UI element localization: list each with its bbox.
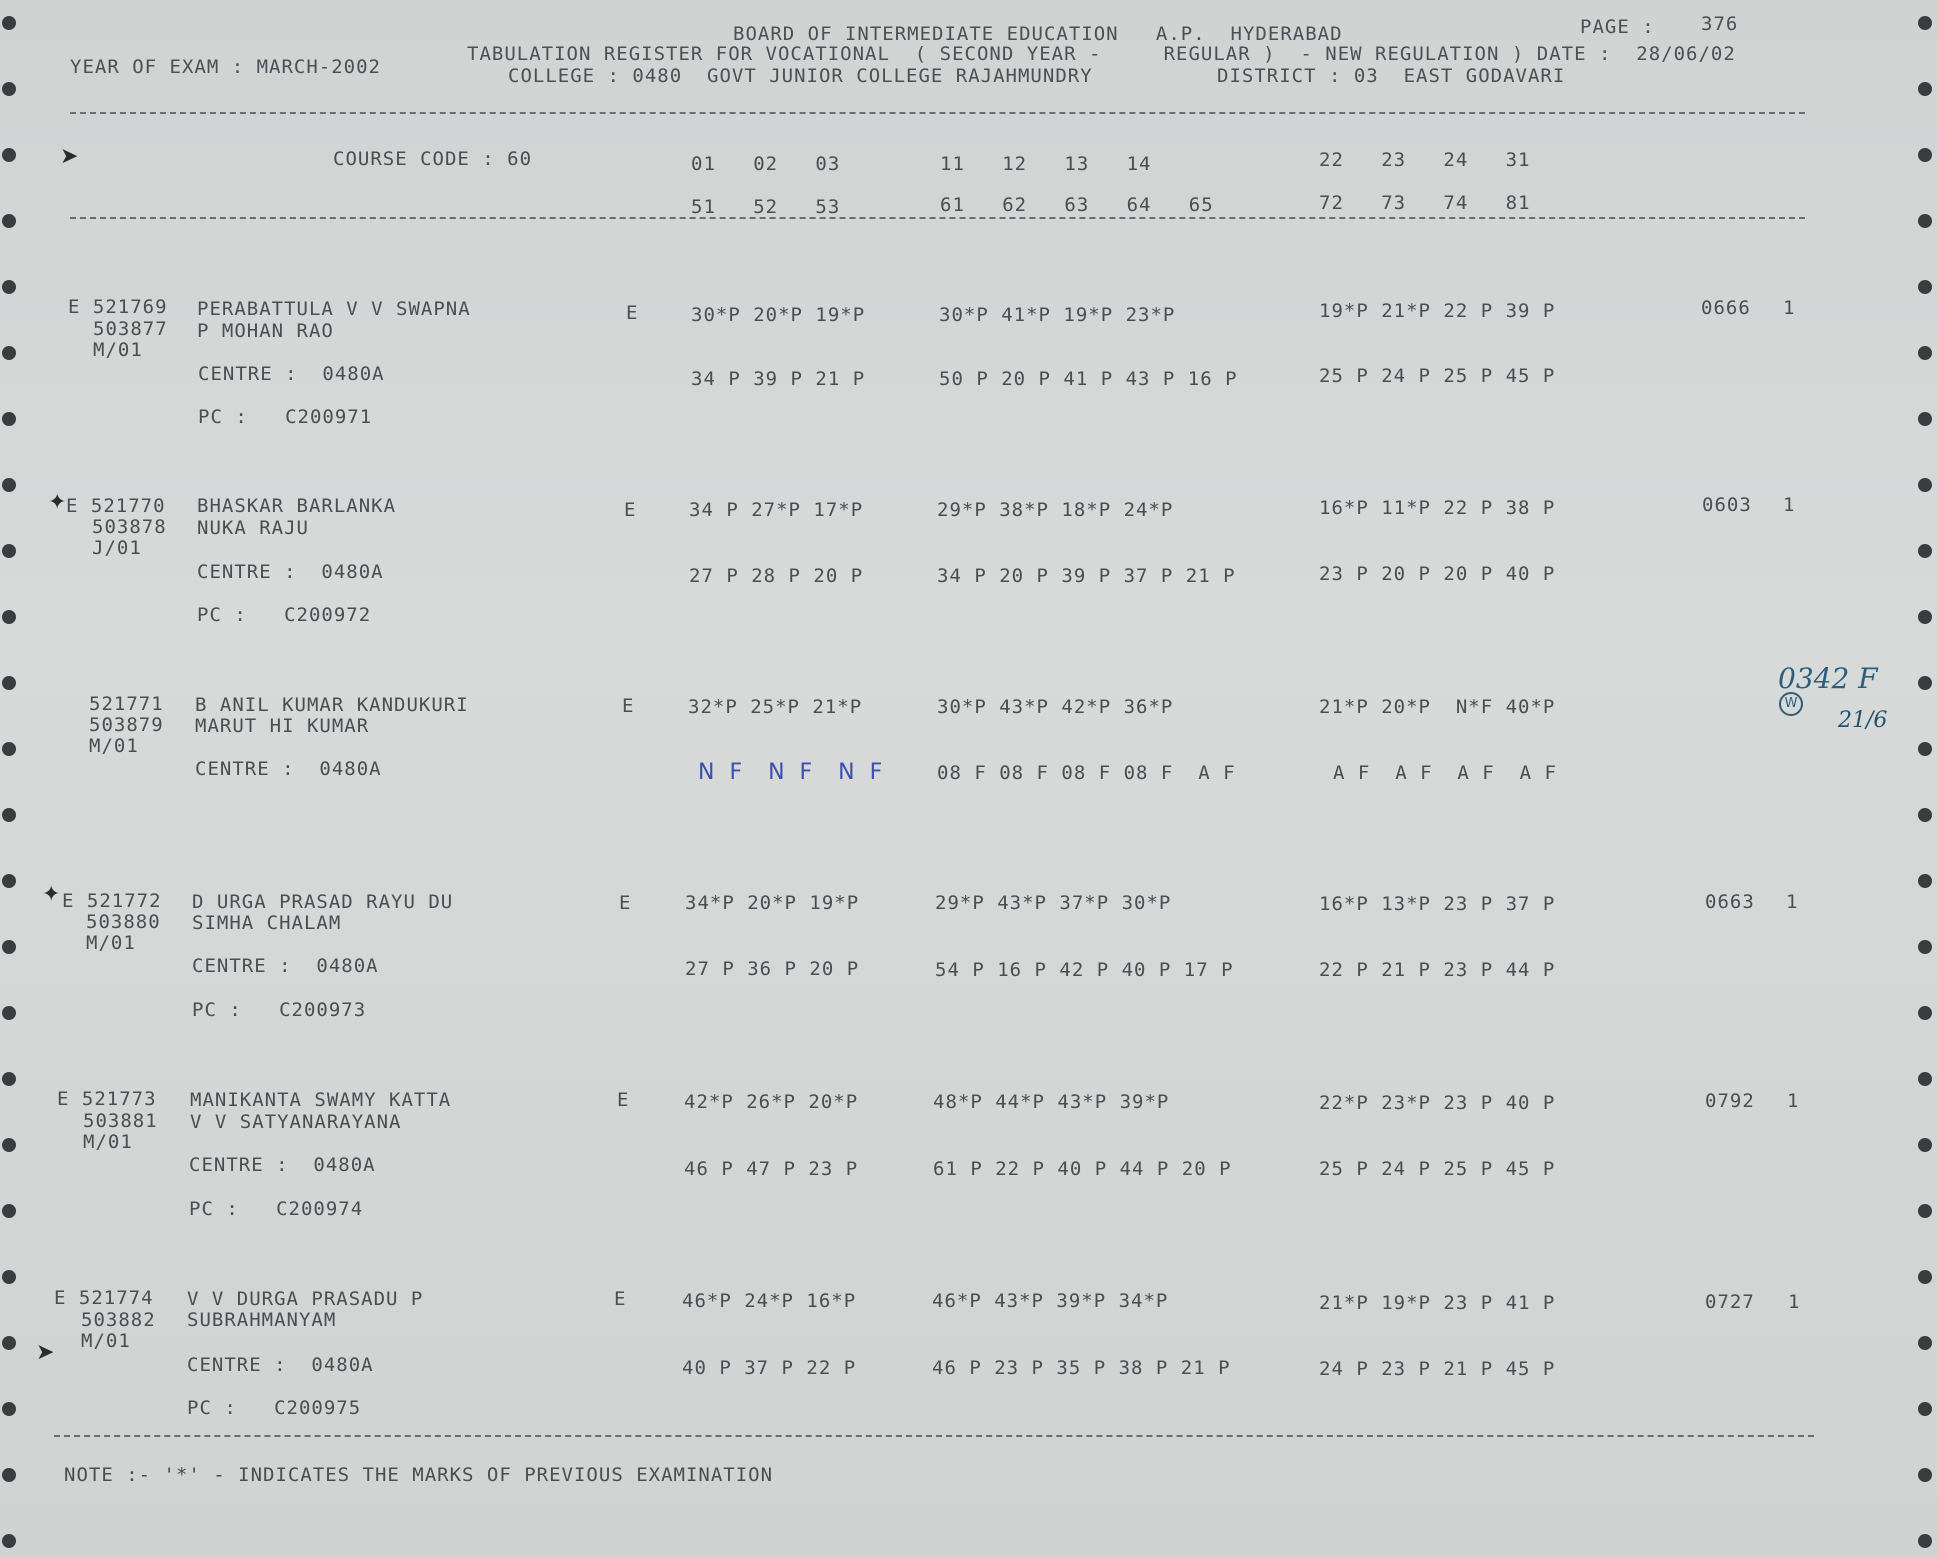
divider-bottom	[54, 1435, 1814, 1437]
marks-2b: 54 P 16 P 42 P 40 P 17 P	[935, 959, 1234, 981]
roll-number: E 521770	[66, 495, 166, 517]
marks-1a: 42*P 26*P 20*P	[684, 1091, 859, 1113]
student-code: 503878	[92, 516, 167, 538]
college-line: COLLEGE : 0480 GOVT JUNIOR COLLEGE RAJAHMUNDRY DISTRICT : 03 EAST GODAVARI	[508, 65, 1566, 87]
medium: E	[614, 1288, 627, 1310]
divider-top	[70, 112, 1805, 114]
father-name: SIMHA CHALAM	[192, 912, 342, 934]
student-name: D URGA PRASAD RAYU DU	[192, 891, 454, 913]
asterisk-mark-icon: ✦	[42, 882, 61, 907]
footnote: NOTE :- '*' - INDICATES THE MARKS OF PREVIOUS EXAMINATION	[64, 1464, 774, 1486]
marks-2a: N F N F N F	[698, 760, 887, 785]
marks-1a: 34*P 20*P 19*P	[685, 892, 860, 914]
division: 1	[1786, 891, 1799, 913]
col-header-2a: 51 52 53	[691, 196, 841, 218]
father-name: NUKA RAJU	[197, 517, 309, 539]
col-header-1c: 22 23 24 31	[1319, 149, 1531, 171]
pc-number: PC : C200974	[189, 1198, 364, 1220]
division: 1	[1783, 494, 1796, 516]
arrow-mark-icon: ➤	[36, 1340, 55, 1365]
circled-w-mark: W	[1779, 692, 1803, 716]
board-title: BOARD OF INTERMEDIATE EDUCATION A.P. HYDERABAD	[733, 23, 1343, 45]
divider-header	[70, 217, 1805, 219]
marks-2a: 27 P 28 P 20 P	[689, 565, 864, 587]
division: 1	[1787, 1090, 1800, 1112]
student-name: PERABATTULA V V SWAPNA	[197, 298, 471, 320]
total-marks: 0666	[1701, 297, 1751, 319]
student-name: MANIKANTA SWAMY KATTA	[190, 1089, 452, 1111]
marks-1c: 21*P 19*P 23 P 41 P	[1319, 1292, 1556, 1314]
father-name: V V SATYANARAYANA	[190, 1111, 402, 1133]
category: M/01	[81, 1330, 131, 1352]
marks-2a: 34 P 39 P 21 P	[691, 368, 866, 390]
pc-number: PC : C200972	[197, 604, 372, 626]
roll-number: 521771	[89, 693, 164, 715]
student-name: V V DURGA PRASADU P	[187, 1288, 424, 1310]
medium: E	[622, 695, 635, 717]
student-code: 503877	[93, 318, 168, 340]
father-name: SUBRAHMANYAM	[187, 1309, 337, 1331]
marks-1b: 48*P 44*P 43*P 39*P	[933, 1091, 1170, 1113]
category: M/01	[83, 1131, 133, 1153]
marks-2c: 25 P 24 P 25 P 45 P	[1319, 365, 1556, 387]
student-name: BHASKAR BARLANKA	[197, 495, 397, 517]
marks-2b: 34 P 20 P 39 P 37 P 21 P	[937, 565, 1236, 587]
marks-1b: 29*P 38*P 18*P 24*P	[937, 499, 1174, 521]
page-label: PAGE :	[1580, 16, 1655, 38]
marks-1c: 16*P 11*P 22 P 38 P	[1319, 497, 1556, 519]
marks-2b: 08 F 08 F 08 F 08 F A F	[937, 762, 1236, 784]
marks-1c: 21*P 20*P N*F 40*P	[1319, 696, 1556, 718]
col-header-1a: 01 02 03	[691, 153, 841, 175]
marks-1a: 34 P 27*P 17*P	[689, 499, 864, 521]
marks-2c: 22 P 21 P 23 P 44 P	[1319, 959, 1556, 981]
marks-2c: A F A F A F A F	[1333, 762, 1557, 784]
roll-number: E 521773	[57, 1088, 157, 1110]
centre: CENTRE : 0480A	[195, 758, 382, 780]
asterisk-mark-icon: ✦	[48, 490, 67, 515]
division: 1	[1788, 1291, 1801, 1313]
father-name: MARUT HI KUMAR	[195, 715, 370, 737]
marks-2b: 50 P 20 P 41 P 43 P 16 P	[939, 368, 1238, 390]
marks-1a: 32*P 25*P 21*P	[688, 696, 863, 718]
total-marks: 0663	[1705, 891, 1755, 913]
marks-2a: 27 P 36 P 20 P	[685, 958, 860, 980]
handwritten-total: 0342 F	[1778, 662, 1878, 695]
col-header-2c: 72 73 74 81	[1319, 192, 1531, 214]
roll-number: E 521774	[54, 1287, 154, 1309]
marks-2a: 46 P 47 P 23 P	[684, 1158, 859, 1180]
pc-number: PC : C200975	[187, 1397, 362, 1419]
category: M/01	[89, 735, 139, 757]
student-code: 503879	[89, 714, 164, 736]
col-header-1b: 11 12 13 14	[940, 153, 1152, 175]
page-number: 376	[1701, 13, 1739, 35]
arrow-mark-icon: ➤	[60, 144, 79, 169]
total-marks: 0792	[1705, 1090, 1755, 1112]
total-marks: 0727	[1705, 1291, 1755, 1313]
course-code: COURSE CODE : 60	[333, 148, 533, 170]
total-marks: 0603	[1702, 494, 1752, 516]
medium: E	[617, 1089, 630, 1111]
handwritten-initials: 21/6	[1838, 708, 1888, 733]
roll-number: E 521769	[68, 296, 168, 318]
centre: CENTRE : 0480A	[192, 955, 379, 977]
marks-1b: 46*P 43*P 39*P 34*P	[932, 1290, 1169, 1312]
student-code: 503882	[81, 1309, 156, 1331]
medium: E	[619, 892, 632, 914]
col-header-2b: 61 62 63 64 65	[940, 194, 1214, 216]
marks-2b: 61 P 22 P 40 P 44 P 20 P	[933, 1158, 1232, 1180]
marks-2a: 40 P 37 P 22 P	[682, 1357, 857, 1379]
marks-1b: 29*P 43*P 37*P 30*P	[935, 892, 1172, 914]
category: M/01	[86, 932, 136, 954]
father-name: P MOHAN RAO	[197, 320, 334, 342]
medium: E	[626, 302, 639, 324]
centre: CENTRE : 0480A	[187, 1354, 374, 1376]
pc-number: PC : C200973	[192, 999, 367, 1021]
register-title: TABULATION REGISTER FOR VOCATIONAL ( SECOND YEAR - REGULAR ) - NEW REGULATION ) DATE : 28/06/02	[467, 43, 1736, 65]
marks-2c: 23 P 20 P 20 P 40 P	[1319, 563, 1556, 585]
marks-1b: 30*P 41*P 19*P 23*P	[939, 304, 1176, 326]
marks-1a: 30*P 20*P 19*P	[691, 304, 866, 326]
marks-2b: 46 P 23 P 35 P 38 P 21 P	[932, 1357, 1231, 1379]
marks-2c: 24 P 23 P 21 P 45 P	[1319, 1358, 1556, 1380]
centre: CENTRE : 0480A	[189, 1154, 376, 1176]
marks-1a: 46*P 24*P 16*P	[682, 1290, 857, 1312]
category: J/01	[92, 537, 142, 559]
roll-number: E 521772	[62, 890, 162, 912]
pc-number: PC : C200971	[198, 406, 373, 428]
marks-1c: 16*P 13*P 23 P 37 P	[1319, 893, 1556, 915]
centre: CENTRE : 0480A	[198, 363, 385, 385]
student-code: 503880	[86, 911, 161, 933]
centre: CENTRE : 0480A	[197, 561, 384, 583]
medium: E	[624, 499, 637, 521]
student-code: 503881	[83, 1110, 158, 1132]
marks-1c: 22*P 23*P 23 P 40 P	[1319, 1092, 1556, 1114]
marks-2c: 25 P 24 P 25 P 45 P	[1319, 1158, 1556, 1180]
division: 1	[1783, 297, 1796, 319]
year-of-exam: YEAR OF EXAM : MARCH-2002	[70, 56, 381, 78]
category: M/01	[93, 339, 143, 361]
marks-1c: 19*P 21*P 22 P 39 P	[1319, 300, 1556, 322]
student-name: B ANIL KUMAR KANDUKURI	[195, 694, 469, 716]
marks-1b: 30*P 43*P 42*P 36*P	[937, 696, 1174, 718]
